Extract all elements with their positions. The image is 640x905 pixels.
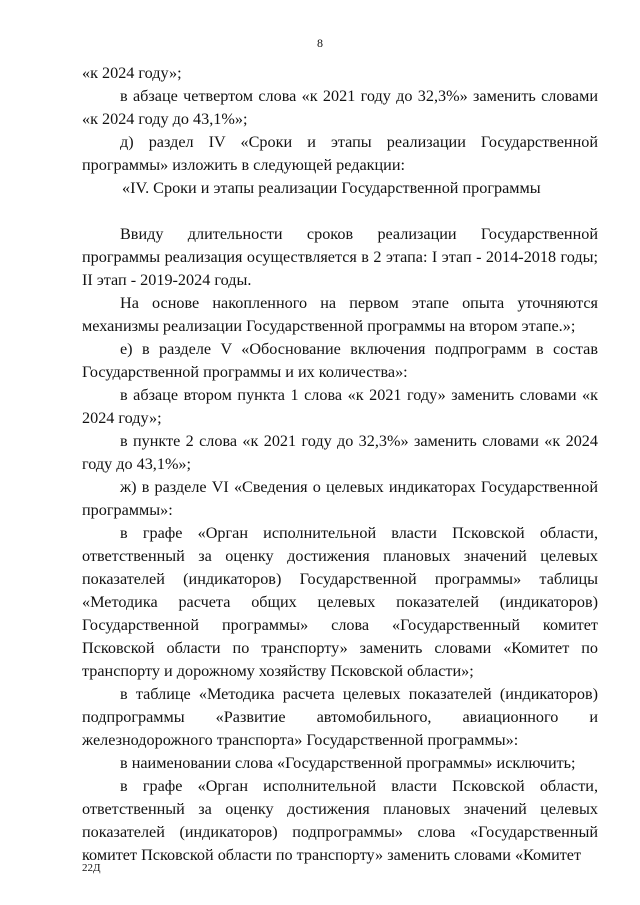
- section-heading-iv: «IV. Сроки и этапы реализации Государственной программы: [122, 179, 541, 197]
- paragraph-stages: Ввиду длительности сроков реализации Государственной программы реализация осуществляется в 2 этапа: I этап - 2014-2018 годы; II этап - 2019-2024 годы.: [82, 225, 598, 289]
- paragraph-item-e: е) в разделе V «Обоснование включения подпрограмм в состав Государственной программы и их количества»:: [82, 340, 598, 381]
- paragraph-table-subprogram: в таблице «Методика расчета целевых показателей (индикаторов) подпрограммы «Развитие автомобильного, авиационного и железнодорожного транспорта» Государственной программы»:: [82, 685, 598, 749]
- paragraph-column-general-indicators: в графе «Орган исполнительной власти Псковской области, ответственный за оценку достижения плановых значений целевых показателей (индикаторов) Государственной программы» таблицы «Методика расчета общих целевых показателей (индикаторов) Государственной программы» слова «Государственный комитет Псковской области по транспорту» заменить словами «Комитет по транспорту и дорожному хозяйству Псковской области»;: [82, 524, 598, 680]
- paragraph-title-exclude: в наименовании слова «Государственной программы» исключить;: [120, 754, 576, 772]
- footer-code: 22Д: [82, 862, 101, 874]
- page-number: 8: [317, 36, 323, 50]
- paragraph-continuation: «к 2024 году»;: [82, 64, 182, 82]
- blank-line: [82, 200, 598, 223]
- paragraph-point-2: в пункте 2 слова «к 2021 году до 32,3%» заменить словами «к 2024 году до 43,1%»;: [82, 432, 598, 473]
- paragraph-column-subprogram-indicators: в графе «Орган исполнительной власти Псковской области, ответственный за оценку достижения плановых значений целевых показателей (индикаторов) подпрограммы» слова «Государственный комитет Псковской области по транспорту» заменить словами «Комитет: [82, 777, 598, 864]
- paragraph-item-d: д) раздел IV «Сроки и этапы реализации Государственной программы» изложить в следующей редакции:: [82, 133, 598, 174]
- paragraph-item-zh: ж) в разделе VI «Сведения о целевых индикаторах Государственной программы»:: [82, 478, 598, 519]
- paragraph-mechanisms: На основе накопленного на первом этапе опыта уточняются механизмы реализации Государственной программы на втором этапе.»;: [82, 294, 598, 335]
- document-body: [82, 62, 598, 867]
- paragraph-amendment-fourth-abzac: в абзаце четвертом слова «к 2021 году до 32,3%» заменить словами «к 2024 году до 43,1%»;: [82, 87, 598, 128]
- paragraph-point-1: в абзаце втором пункта 1 слова «к 2021 году» заменить словами «к 2024 году»;: [82, 386, 598, 427]
